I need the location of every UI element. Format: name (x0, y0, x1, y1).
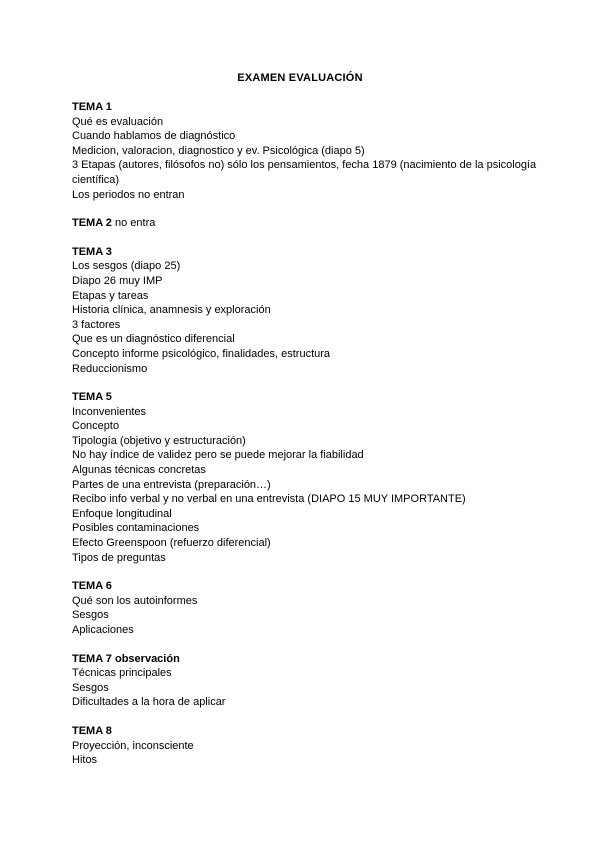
list-item: Historia clínica, anamnesis y exploración (72, 304, 271, 317)
list-item: Proyección, inconsciente (72, 739, 194, 752)
section-heading (72, 652, 542, 667)
section-heading-number: TEMA 8 (72, 724, 112, 737)
section-tema-2 (72, 216, 542, 231)
list-item: Sesgos (72, 681, 109, 694)
section-tema-1 (72, 100, 542, 202)
section-heading-note: no entra (111, 217, 156, 230)
section-heading (72, 579, 542, 594)
list-item: Aplicaciones (72, 624, 134, 636)
list-item: Inconvenientes (72, 405, 146, 418)
section-heading-note: observación (111, 652, 180, 665)
list-item: Tipos de preguntas (72, 551, 166, 564)
section-tema-8 (72, 724, 542, 768)
section-tema-3 (72, 245, 542, 376)
list-item: Dificultades a la hora de aplicar (72, 696, 226, 709)
list-item: Los sesgos (diapo 25) (72, 260, 181, 273)
list-item: Diapo 26 muy IMP (72, 274, 163, 287)
section-heading-number: TEMA 6 (72, 580, 112, 593)
list-item: Algunas técnicas concretas (72, 464, 206, 477)
list-item: Técnicas principales (72, 667, 172, 680)
section-heading-number: TEMA 7 (72, 652, 112, 665)
section-heading (72, 724, 542, 739)
section-tema-6 (72, 579, 542, 637)
list-item: Etapas y tareas (72, 289, 149, 302)
list-item: Concepto (72, 420, 120, 433)
section-tema-7 (72, 652, 542, 710)
list-item: Sesgos (72, 609, 109, 622)
list-item: Qué es evaluación (72, 115, 164, 128)
list-item: 3 factores (72, 318, 121, 331)
list-item: 3 Etapas (autores, filósofos no) sólo los pensamientos, fecha 1879 (nacimiento de la psicología científica) (72, 159, 537, 186)
section-heading (72, 390, 542, 405)
list-item: Partes de una entrevista (preparación…) (72, 478, 271, 491)
section-tema-5 (72, 390, 542, 565)
list-item: Posibles contaminaciones (72, 522, 200, 535)
list-item: Recibo info verbal y no verbal en una entrevista (DIAPO 15 MUY IMPORTANTE) (72, 493, 466, 506)
list-item: Qué son los autoinformes (72, 594, 198, 607)
list-item: Tipología (objetivo y estructuración) (72, 434, 246, 447)
section-heading-number: TEMA 3 (72, 245, 112, 258)
section-heading-number: TEMA 5 (72, 391, 112, 404)
list-item: Cuando hablamos de diagnóstico (72, 130, 236, 143)
list-item: Reduccionismo (72, 362, 148, 375)
section-heading (72, 100, 542, 115)
section-heading (72, 216, 542, 231)
section-heading-number: TEMA 2 (72, 217, 112, 230)
list-item: Los periodos no entran (72, 188, 185, 201)
list-item: Hitos (72, 754, 98, 767)
document-body (72, 100, 542, 782)
section-heading-number: TEMA 1 (72, 101, 112, 113)
document-title: EXAMEN EVALUACIÓN (237, 72, 363, 84)
list-item: Enfoque longitudinal (72, 507, 172, 520)
list-item: Efecto Greenspoon (refuerzo diferencial) (72, 537, 271, 550)
list-item: No hay índice de validez pero se puede mejorar la fiabilidad (72, 449, 364, 462)
list-item: Que es un diagnóstico diferencial (72, 333, 235, 346)
list-item: Medicion, valoracion, diagnostico y ev. Psicológica (diapo 5) (72, 144, 365, 157)
section-heading (72, 245, 542, 260)
list-item: Concepto informe psicológico, finalidades, estructura (72, 347, 331, 360)
